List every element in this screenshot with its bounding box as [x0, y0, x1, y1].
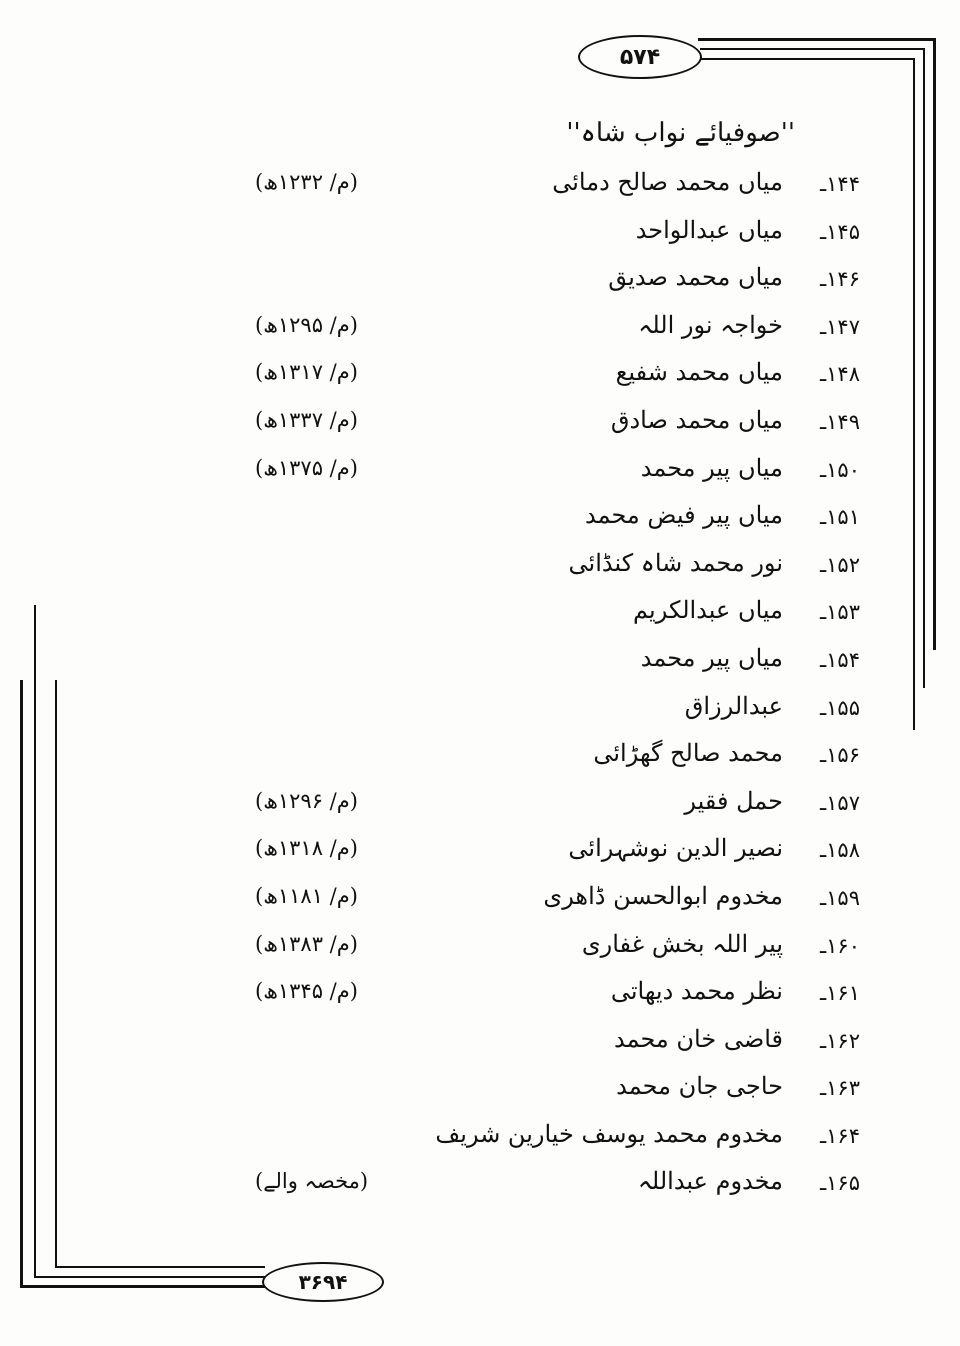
- list-item: [0, 358, 960, 406]
- list-item: [0, 216, 960, 264]
- entry-name: حاجی جان محمد: [616, 1072, 783, 1101]
- entry-number: ۱۶۳ـ: [820, 1076, 860, 1101]
- entry-note: (م/ ۱۳۳۷ھ): [255, 407, 358, 432]
- list-item: [0, 454, 960, 502]
- entry-name: میاں عبدالواحد: [635, 215, 783, 244]
- footer-page-number: ۳۶۹۴: [262, 1262, 384, 1302]
- entry-note: (مخصہ والے): [255, 1169, 369, 1194]
- entry-name: محمد صالح گھڑائی: [593, 739, 783, 768]
- entry-note: (م/ ۱۳۷۵ھ): [255, 455, 358, 480]
- entry-name: مخدوم محمد یوسف خیارین شریف: [435, 1119, 783, 1148]
- list-item: [0, 1120, 960, 1168]
- list-item: [0, 739, 960, 787]
- list-item: [0, 787, 960, 835]
- entry-name: میاں محمد شفیع: [615, 358, 783, 387]
- top-border-line-outer: [698, 38, 936, 41]
- list-item: [0, 644, 960, 692]
- entry-number: ۱۵۰ـ: [820, 457, 860, 482]
- list-item: [0, 1072, 960, 1120]
- entry-name: میاں محمد صالح دمائی: [552, 168, 783, 196]
- entry-name: نصیر الدین نوشہرائی: [568, 834, 783, 863]
- entry-number: ۱۵۲ـ: [820, 552, 860, 577]
- list-item: [0, 549, 960, 597]
- bottom-border-line-inner: [55, 1266, 265, 1268]
- entry-number: ۱۶۲ـ: [820, 1028, 860, 1053]
- top-border-line-middle: [700, 48, 925, 50]
- top-border-line-inner: [700, 58, 915, 60]
- list-item: [0, 501, 960, 549]
- entry-note: (م/ ۱۳۱۸ھ): [255, 836, 358, 861]
- list-item: [0, 834, 960, 882]
- entry-number: ۱۴۵ـ: [820, 219, 860, 244]
- entry-number: ۱۵۹ـ: [820, 885, 860, 910]
- list-item: [0, 596, 960, 644]
- entry-number: ۱۶۰ـ: [820, 933, 860, 958]
- entry-name: نور محمد شاہ کنڈائی: [568, 548, 783, 577]
- bottom-border-line-outer: [20, 1285, 265, 1288]
- entry-name: مخدوم عبداللہ: [637, 1167, 783, 1196]
- header-page-number: ۵۷۴: [578, 35, 702, 79]
- entry-number: ۱۵۷ـ: [820, 790, 860, 815]
- entry-number: ۱۵۱ـ: [820, 505, 860, 530]
- entry-note: (م/ ۱۲۳۲ھ): [255, 170, 358, 194]
- entry-number: ۱۴۸ـ: [820, 362, 860, 387]
- section-title: ''صوفیائے نواب شاہ'': [566, 118, 795, 148]
- entry-name: میاں عبدالکریم: [633, 596, 783, 625]
- entry-name: حمل فقیر: [684, 786, 783, 815]
- entry-name: میاں پیر محمد: [640, 643, 783, 672]
- list-item: [0, 930, 960, 978]
- entry-name: نظر محمد دیھاتی: [610, 977, 783, 1006]
- entry-name: پیر اللہ بخش غفاری: [581, 929, 783, 958]
- entry-number: ۱۶۴ـ: [820, 1123, 860, 1148]
- entry-number: ۱۵۳ـ: [820, 600, 860, 625]
- entry-note: (م/ ۱۳۴۵ھ): [255, 979, 358, 1004]
- entries-list: [0, 168, 960, 1215]
- list-item: [0, 1167, 960, 1215]
- list-item: [0, 882, 960, 930]
- list-item: [0, 406, 960, 454]
- list-item: [0, 168, 960, 216]
- entry-name: میاں پیر محمد: [640, 453, 783, 482]
- bottom-border-line-middle: [34, 1276, 265, 1278]
- list-item: [0, 977, 960, 1025]
- entry-number: ۱۵۸ـ: [820, 838, 860, 863]
- entry-name: میاں محمد صدیق: [608, 263, 783, 292]
- list-item: [0, 311, 960, 359]
- entry-note: (م/ ۱۳۸۳ھ): [255, 931, 358, 956]
- entry-note: (م/ ۱۱۸۱ھ): [255, 883, 358, 908]
- entry-number: ۱۶۱ـ: [820, 981, 860, 1006]
- entry-name: قاضی خان محمد: [613, 1024, 783, 1053]
- entry-number: ۱۴۷ـ: [820, 314, 860, 339]
- list-item: [0, 1025, 960, 1073]
- entry-name: میاں محمد صادق: [610, 405, 783, 434]
- entry-number: ۱۵۴ـ: [820, 647, 860, 672]
- entry-number: ۱۶۵ـ: [820, 1171, 860, 1196]
- entry-number: ۱۴۶ـ: [820, 267, 860, 292]
- entry-name: عبدالرزاق: [684, 691, 783, 720]
- entry-note: (م/ ۱۳۱۷ھ): [255, 360, 358, 385]
- entry-note: (م/ ۱۲۹۵ھ): [255, 312, 358, 337]
- entry-number: ۱۴۴ـ: [820, 172, 860, 196]
- list-item: [0, 692, 960, 740]
- entry-number: ۱۴۹ـ: [820, 409, 860, 434]
- entry-name: میاں پیر فیض محمد: [584, 501, 783, 530]
- entry-name: مخدوم ابوالحسن ڈاھری: [543, 881, 783, 910]
- entry-number: ۱۵۶ـ: [820, 743, 860, 768]
- list-item: [0, 263, 960, 311]
- entry-number: ۱۵۵ـ: [820, 695, 860, 720]
- entry-name: خواجہ نور اللہ: [638, 310, 783, 339]
- entry-note: (م/ ۱۲۹۶ھ): [255, 788, 358, 813]
